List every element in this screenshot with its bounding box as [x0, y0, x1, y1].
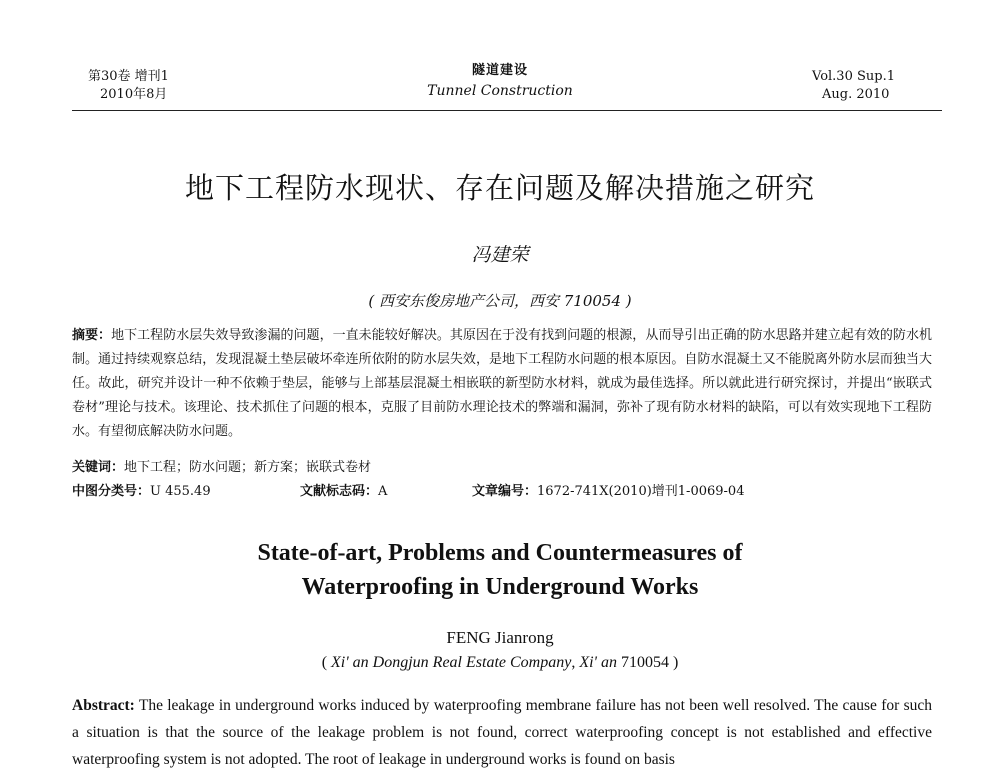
affiliation-en-sep: ,: [571, 654, 580, 671]
author-cn: 冯建荣: [471, 244, 529, 266]
author-en: FENG Jianrong: [446, 628, 554, 647]
affiliation-en-open: (: [321, 654, 332, 671]
clc-number: [72, 482, 211, 502]
header-rule: [72, 110, 942, 111]
abstract-cn-text: 地下工程防水层失效导致渗漏的问题，一直未能较好解决。其原因在于没有找到问题的根源，从而导引出正确的防水思路并建立起有效的防水机制。通过持续观察总结，发现混凝土垫层破坏牵连所依附的防水层失效，是地下工程防水问题的根本原因。自防水混凝土又不能脱离外防水层而独当大任。故此，研究并设计一种不依赖于垫层，能够与上部基层混凝土相嵌联的新型防水材料，就成为最佳选择。所以就此进行研究探讨，并提出“嵌联式卷材”理论与技术。该理论、技术抓住了问题的根本，克服了目前防水理论技术的弊端和漏洞，弥补了现有防水材料的缺陷，可以有效实现地下工程防水。有望彻底解决防水问题。: [72, 328, 932, 439]
page-title-cn: 地下工程防水现状、存在问题及解决措施之研究: [184, 171, 815, 205]
document-code: [300, 482, 387, 502]
affiliation-cn: ( 西安东俊房地产公司，西安 710054 ): [368, 292, 632, 310]
clc-label: 中图分类号：: [72, 484, 151, 499]
doc-code-value: A: [378, 484, 388, 499]
article-number-label: 文章编号：: [472, 484, 538, 499]
title-en-line2: Waterproofing in Underground Works: [301, 574, 699, 600]
header-volume-cn: 第30卷 增刊1: [88, 69, 169, 84]
affiliation-en-post: 710054 ): [616, 654, 679, 671]
clc-value: U 455.49: [150, 484, 211, 499]
keywords-cn-text: 地下工程；防水问题；新方案；嵌联式卷材: [124, 460, 372, 475]
article-number-value: 1672-741X(2010)增刊1-0069-04: [537, 484, 745, 499]
header-volume-en: Vol.30 Sup.1: [812, 69, 895, 84]
abstract-cn-label: 摘要：: [72, 328, 112, 343]
header-date-en: Aug. 2010: [822, 87, 890, 102]
title-en-line1: State-of-art, Problems and Countermeasures of: [257, 540, 743, 566]
abstract-en-label: Abstract:: [72, 697, 135, 714]
abstract-en: [72, 692, 932, 773]
doc-code-label: 文献标志码：: [300, 484, 379, 499]
header-right: [812, 68, 922, 104]
affiliation-en: [0, 654, 1000, 672]
article-number: [472, 482, 744, 502]
affiliation-en-city: Xi' an: [579, 654, 617, 671]
keywords-cn: [72, 458, 371, 478]
journal-name-en: Tunnel Construction: [427, 83, 573, 99]
affiliation-en-org: Xi' an Dongjun Real Estate Company: [331, 654, 572, 671]
abstract-en-text: The leakage in underground works induced by waterproofing membrane failure has not been well resolved. The cause for such a situation is that the source of the leakage problem is not found, correct waterproofing concept is not established and effective waterproofing system is not adopted. The root of leakage in underground works is found on basis: [72, 697, 932, 768]
page-title-en: [0, 536, 1000, 604]
keywords-cn-label: 关键词：: [72, 460, 125, 475]
header-date-cn: 2010年8月: [100, 87, 168, 102]
abstract-cn: [72, 324, 932, 444]
journal-name-cn: 隧道建设: [471, 63, 528, 78]
